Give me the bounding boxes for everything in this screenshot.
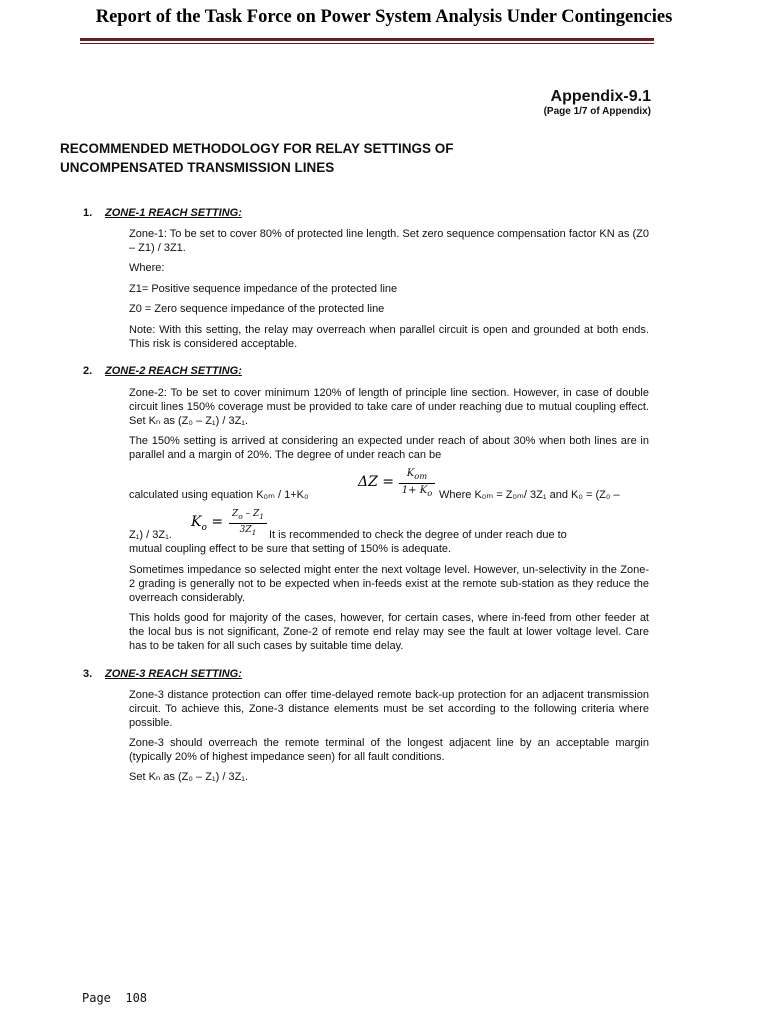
equation-delta-z-denominator: $1+ K_o$ <box>401 485 433 498</box>
header-rule-thin <box>80 43 654 44</box>
section-2-equation-text-e: mutual coupling effect to be sure that setting of 150% is adequate. <box>129 543 452 555</box>
section-3-heading <box>83 668 242 680</box>
section-2-equation-text-b: Where K₀ₘ = Z₀ₘ/ 3Z₁ and K₀ = (Z₀ – <box>439 489 620 501</box>
document-title <box>60 139 660 177</box>
fraction-bar <box>399 483 435 484</box>
section-3-paragraph-1: Zone-3 distance protection can offer time-delayed remote back-up protection for an adjacent transmission circuit. To achieve this, Zone-3 distance elements must be set according to the following criteria where possible. <box>129 689 649 729</box>
equation-ko-fraction <box>229 509 267 538</box>
document-title-line-1: RECOMMENDED METHODOLOGY FOR RELAY SETTINGS OF <box>60 141 454 156</box>
page-number: 108 <box>125 991 148 1005</box>
report-header-title: Report of the Task Force on Power System Analysis Under Contingencies <box>95 7 673 27</box>
equation-ko-numerator: $Z_o - Z_1$ <box>231 509 265 521</box>
section-2-paragraph-3: Sometimes impedance so selected might enter the next voltage level. However, un-selectivity in the Zone-2 grading is generally not to be expected when in-feeds exist at the remote sub-station as they reduce the overreach considerably. <box>129 564 649 604</box>
section-1-heading <box>83 207 242 219</box>
equation-ko-lhs: $K_o$ = <box>191 514 224 533</box>
section-3-paragraph-3: Set Kₙ as (Z₀ – Z₁) / 3Z₁. <box>129 771 249 783</box>
appendix-label <box>544 88 651 118</box>
section-2-heading <box>83 365 242 377</box>
section-2-equation-text-a: calculated using equation K₀ₘ / 1+K₀ <box>129 489 309 501</box>
header-rule-thick <box>80 38 654 41</box>
section-2-paragraph-1: Zone-2: To be set to cover minimum 120% of length of principle line section. However, in case of double circuit lines 150% coverage must be provided to take care of under reaching due to mutual coupling effect. Set Kₙ as (Z₀ – Z₁) / 3Z₁. <box>129 387 649 427</box>
section-2-equation-text-d: It is recommended to check the degree of under reach due to <box>269 529 567 541</box>
equation-delta-z-numerator: $K_{om}$ <box>406 468 428 481</box>
section-1-number: 1. <box>83 207 93 219</box>
document-title-line-2: UNCOMPENSATED TRANSMISSION LINES <box>60 160 335 175</box>
appendix-title: Appendix-9.1 <box>550 88 651 105</box>
section-3-number: 3. <box>83 668 93 680</box>
section-1-paragraph-4: Z0 = Zero sequence impedance of the protected line <box>129 303 385 315</box>
section-2-heading-label: ZONE-2 REACH SETTING: <box>105 365 242 377</box>
section-2-equation-text-c: Z₁) / 3Z₁. <box>129 529 172 541</box>
section-2-number: 2. <box>83 365 93 377</box>
section-1-paragraph-5: Note: With this setting, the relay may overreach when parallel circuit is open and grounded at both ends. This risk is considered acceptable. <box>129 324 649 350</box>
page-label: Page <box>82 991 111 1005</box>
appendix-subtitle: (Page 1/7 of Appendix) <box>543 106 651 117</box>
section-3-heading-label: ZONE-3 REACH SETTING: <box>105 668 242 680</box>
section-2-paragraph-2: The 150% setting is arrived at considering an expected under reach of about 30% when both lines are in parallel and a margin of 20%. The degree of under reach can be <box>129 435 649 461</box>
section-3-paragraph-2: Zone-3 should overreach the remote terminal of the longest adjacent line by an acceptable margin (typically 20% of highest impedance seen) for all fault conditions. <box>129 737 649 763</box>
section-2-paragraph-4: This holds good for majority of the cases, however, for certain cases, where in-feed from other feeder at the local bus is not significant, Zone-2 of remote end relay may see the fault at lower voltage level. Care has to be taken for all such cases by suitable time delay. <box>129 612 649 652</box>
section-1-paragraph-1: Zone-1: To be set to cover 80% of protected line length. Set zero sequence compensation factor KN as (Z0 – Z1) / 3Z1. <box>129 228 649 254</box>
equation-delta-z-lhs: ΔZ = <box>358 474 395 490</box>
equation-ko-denominator: $3Z_1$ <box>239 524 257 537</box>
section-1-heading-label: ZONE-1 REACH SETTING: <box>105 207 242 219</box>
section-1-paragraph-3: Z1= Positive sequence impedance of the protected line <box>129 283 398 295</box>
page-footer <box>82 991 147 1005</box>
section-1-paragraph-2: Where: <box>129 262 165 274</box>
fraction-bar <box>229 523 267 524</box>
